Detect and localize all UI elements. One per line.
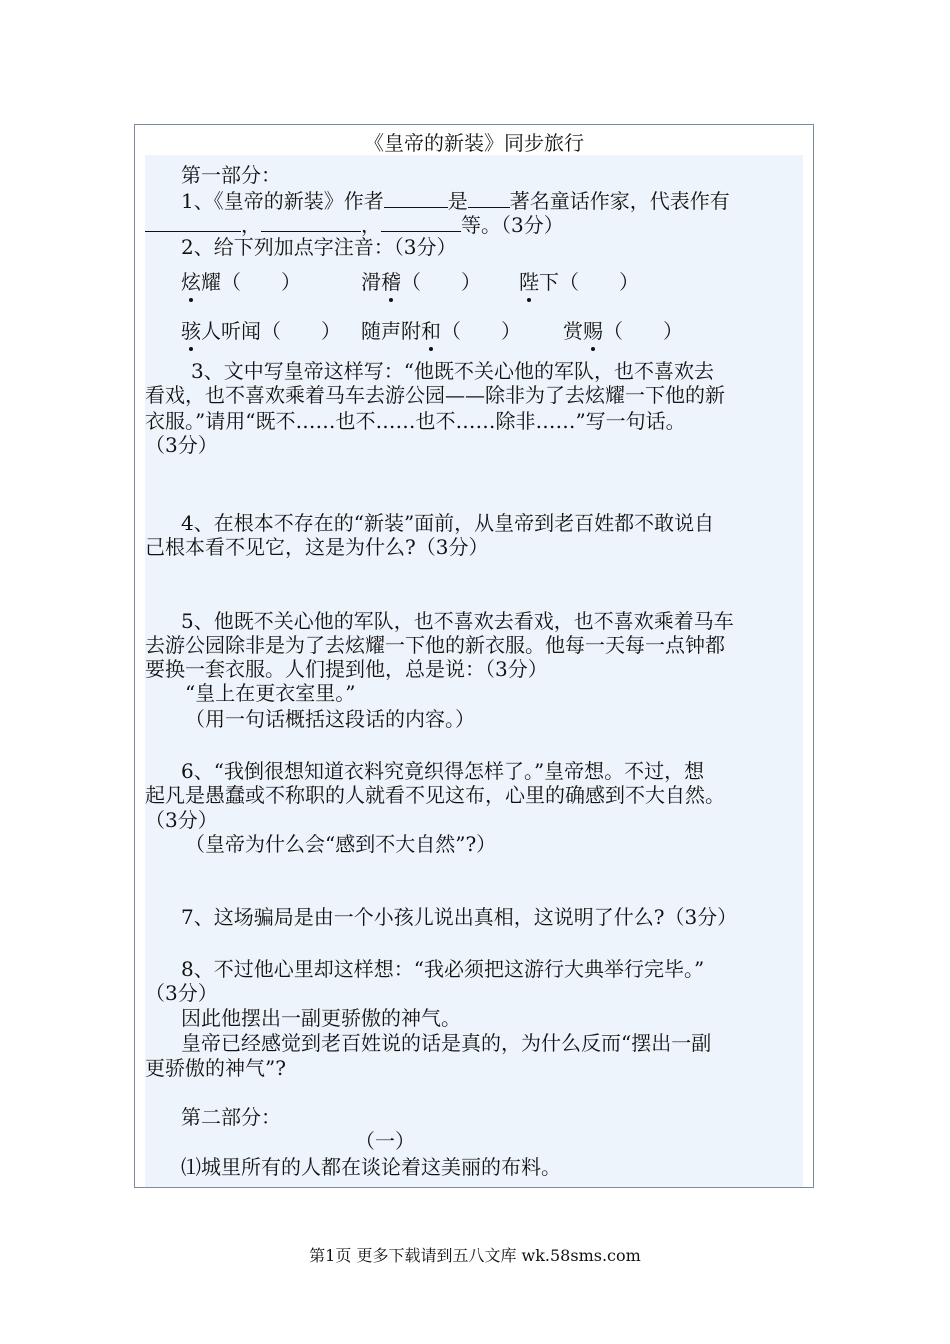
dotted-char: 赐 bbox=[583, 319, 603, 343]
question-5-line-3: 要换一套衣服。人们提到他，总是说：（3分） bbox=[145, 657, 548, 681]
q1-text-c: 著名童话作家，代表作有 bbox=[509, 189, 730, 213]
q1-blank-work-1[interactable] bbox=[145, 211, 241, 232]
question-5-line-5: （用一句话概括这段话的内容。） bbox=[185, 707, 475, 731]
section-1-heading: （一） bbox=[355, 1129, 415, 1153]
question-3-line-2: 看戏，也不喜欢乘着马车去游公园——除非为了去炫耀一下他的新 bbox=[145, 383, 725, 407]
pinyin-item bbox=[361, 319, 521, 343]
worksheet-frame bbox=[134, 124, 814, 1188]
dotted-char: 和 bbox=[421, 319, 441, 343]
pinyin-rest: （ ） bbox=[401, 270, 481, 294]
q1-blank-country[interactable] bbox=[468, 187, 510, 208]
question-8-line-4: 皇帝已经感觉到老百姓说的话是真的，为什么反而“摆出一副 bbox=[181, 1031, 712, 1055]
dotted-char: 炫 bbox=[181, 270, 201, 294]
pinyin-pre: 滑 bbox=[361, 270, 381, 294]
q1-blank-work-2[interactable] bbox=[261, 211, 361, 232]
pinyin-rest: （ ） bbox=[603, 319, 683, 343]
question-2: 2、给下列加点字注音：（3分） bbox=[181, 235, 457, 259]
question-1-line-1 bbox=[181, 187, 730, 213]
pinyin-pre: 赏 bbox=[563, 319, 583, 343]
question-4-line-2: 己根本看不见它，这是为什么?（3分） bbox=[145, 535, 489, 559]
question-7: 7、这场骗局是由一个小孩儿说出真相，这说明了什么?（3分） bbox=[181, 905, 738, 929]
passage-line-1: ⑴城里所有的人都在谈论着这美丽的布料。 bbox=[181, 1155, 561, 1179]
question-5-line-2: 去游公园除非是为了去炫耀一下他的新衣服。他每一天每一点钟都 bbox=[145, 633, 725, 657]
question-8-line-2: （3分） bbox=[145, 981, 218, 1005]
question-1-line-2 bbox=[145, 211, 564, 237]
pinyin-rest: 下（ ） bbox=[539, 270, 639, 294]
page-footer: 第1页 更多下载请到五八文库 wk.58sms.com bbox=[309, 1246, 641, 1265]
question-5-line-1: 5、他既不关心他的军队，也不喜欢去看戏，也不喜欢乘着马车 bbox=[181, 609, 734, 633]
question-8-line-5: 更骄傲的神气”? bbox=[145, 1056, 286, 1080]
pinyin-item bbox=[181, 319, 341, 343]
pinyin-item bbox=[361, 270, 481, 294]
q1-blank-author[interactable] bbox=[384, 187, 448, 208]
question-4-line-1: 4、在根本不存在的“新装”面前，从皇帝到老百姓都不敢说自 bbox=[181, 511, 715, 535]
pinyin-rest: 人听闻（ ） bbox=[201, 319, 341, 343]
question-6-line-2: 起凡是愚蠢或不称职的人就看不见这布，心里的确感到不大自然。 bbox=[145, 783, 725, 807]
pinyin-rest: （ ） bbox=[441, 319, 521, 343]
pinyin-rest: 耀（ ） bbox=[201, 270, 301, 294]
pinyin-item bbox=[181, 270, 301, 294]
question-3-line-3: 衣服。”请用“既不……也不……也不……除非……”写一句话。 bbox=[145, 409, 686, 433]
pinyin-item bbox=[563, 319, 683, 343]
dotted-char: 稽 bbox=[381, 270, 401, 294]
q1-text-b: 是 bbox=[447, 189, 468, 213]
q1-sep-2: ， bbox=[361, 213, 381, 237]
question-3-line-4: （3分） bbox=[145, 433, 218, 457]
pinyin-pre: 随声附 bbox=[361, 319, 421, 343]
question-6-line-1: 6、“我倒很想知道衣料究竟织得怎样了。”皇帝想。不过，想 bbox=[181, 759, 705, 783]
question-6-line-3: （3分） bbox=[145, 808, 218, 832]
part2-heading: 第二部分： bbox=[181, 1105, 281, 1129]
dotted-char: 骇 bbox=[181, 319, 201, 343]
question-8-line-3: 因此他摆出一副更骄傲的神气。 bbox=[181, 1006, 461, 1030]
dotted-char: 陛 bbox=[519, 270, 539, 294]
question-5-line-4: “皇上在更衣室里。” bbox=[185, 681, 356, 705]
question-3-line-1: 3、文中写皇帝这样写：“他既不关心他的军队，也不喜欢去 bbox=[191, 359, 714, 383]
q1-text-a: 1、《皇帝的新装》作者 bbox=[181, 189, 384, 213]
q1-sep-1: ， bbox=[241, 213, 261, 237]
part1-heading: 第一部分： bbox=[181, 163, 281, 187]
question-6-line-4: （皇帝为什么会“感到不大自然”?） bbox=[185, 832, 497, 856]
q1-blank-work-3[interactable] bbox=[381, 211, 461, 232]
question-8-line-1: 8、不过他心里却这样想：“我必须把这游行大典举行完毕。” bbox=[181, 957, 705, 981]
pinyin-item bbox=[519, 270, 639, 294]
page-title: 《皇帝的新装》同步旅行 bbox=[364, 131, 584, 155]
q1-end: 等。（3分） bbox=[461, 213, 564, 237]
